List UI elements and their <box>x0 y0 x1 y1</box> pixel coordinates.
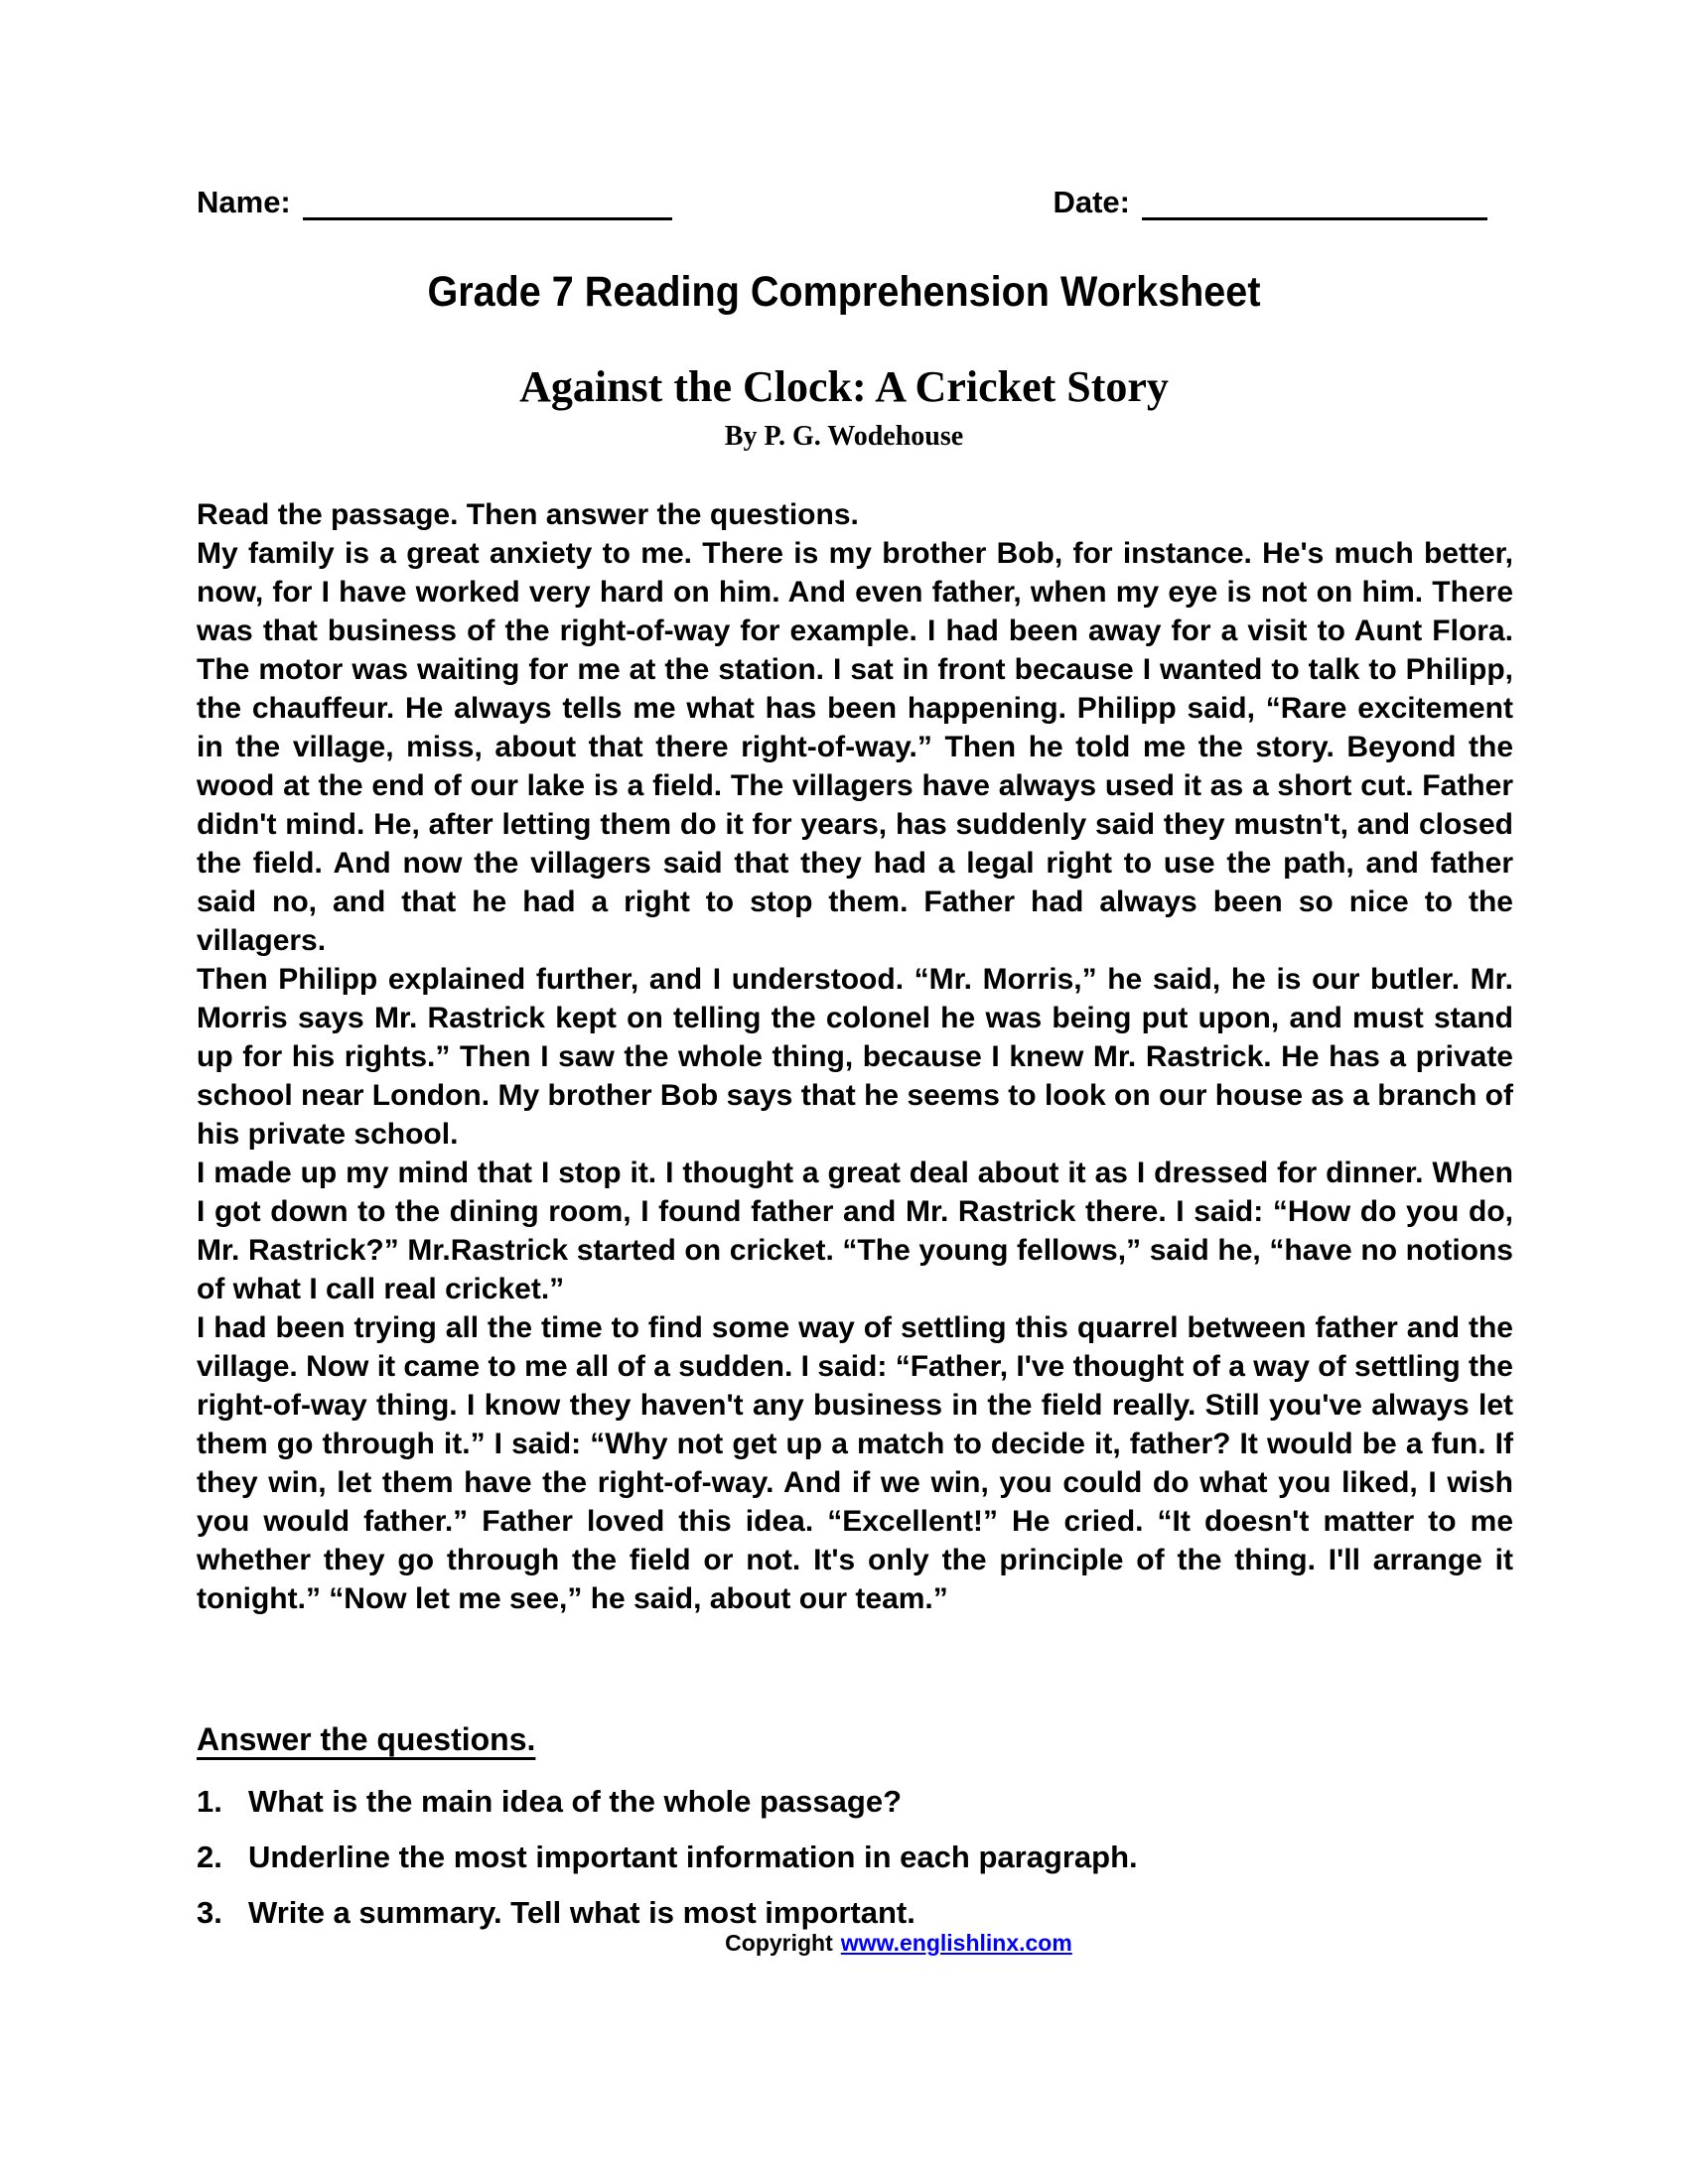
story-title: Against the Clock: A Cricket Story <box>519 362 1169 411</box>
question-text: Write a summary. Tell what is most important. <box>248 1895 915 1930</box>
passage-instruction: Read the passage. Then answer the questions. <box>197 498 859 531</box>
passage-block <box>197 495 1513 1618</box>
question-item <box>197 1840 1489 1875</box>
passage-paragraph-1: My family is a great anxiety to me. There is my brother Bob, for instance. He's much better, now, for I have worked very hard on him. And even father, when my eye is not on him. There was that business of the right-of-way for example. I had been away for a visit to Aunt Flora. The motor was waiting for me at the station. I sat in front because I wanted to talk to Philipp, the chauffeur. He always tells me what has been happening. Philipp said, “Rare excitement in the village, miss, about that there right-of-way.” Then he told me the story. Beyond the wood at the end of our lake is a field. The villagers have always used it as a short cut. Father didn't mind. He, after letting them do it for years, has suddenly said they mustn't, and closed the field. And now the villagers said that they had a legal right to use the path, and father said no, and that he had a right to stop them. Father had always been so nice to the villagers. <box>197 537 1513 957</box>
passage-paragraph-4: I had been trying all the time to find some way of settling this quarrel between father and the village. Now it came to me all of a sudden. I said: “Father, I've thought of a way of settling the right-of-way thing. I know they haven't any business in the field really. Still you've always let them go through it.” I said: “Why not get up a match to decide it, father? It would be a fun. If they win, let them have the right-of-way. And if we win, you could do what you liked, I wish you would father.” Father loved this idea. “Excellent!” He cried. “It doesn't matter to me whether they go through the field or not. It's only the principle of the thing. I'll arrange it tonight.” “Now let me see,” he said, about our team.” <box>197 1311 1513 1615</box>
question-number: 3. <box>197 1895 222 1930</box>
name-label: Name: <box>197 185 291 219</box>
answer-questions-heading: Answer the questions. <box>197 1721 536 1757</box>
questions-list <box>197 1784 1489 1951</box>
copyright-link[interactable]: www.englishlinx.com <box>840 1930 1072 1956</box>
date-field <box>1053 185 1487 220</box>
name-blank-line <box>303 209 672 220</box>
date-blank-line <box>1142 209 1487 220</box>
question-text: What is the main idea of the whole passage? <box>248 1784 903 1819</box>
question-item <box>197 1895 1489 1931</box>
question-number: 1. <box>197 1784 222 1819</box>
passage-paragraph-2: Then Philipp explained further, and I understood. “Mr. Morris,” he said, he is our butler. Mr. Morris says Mr. Rastrick kept on telling the colonel he was being put upon, and must stand up for his rights.” Then I saw the whole thing, because I knew Mr. Rastrick. He has a private school near London. My brother Bob says that he seems to look on our house as a branch of his private school. <box>197 963 1513 1151</box>
footer <box>0 1930 1688 1957</box>
copyright-label: Copyright <box>725 1930 833 1956</box>
passage-paragraph-3: I made up my mind that I stop it. I thought a great deal about it as I dressed for dinner. When I got down to the dining room, I found father and Mr. Rastrick there. I said: “How do you do, Mr. Rastrick?” Mr.Rastrick started on cricket. “The young fellows,” said he, “have no notions of what I call real cricket.” <box>197 1157 1513 1305</box>
footer-inner <box>725 1930 1072 1957</box>
question-item <box>197 1784 1489 1820</box>
story-byline: By P. G. Wodehouse <box>724 421 964 452</box>
name-field <box>197 185 672 220</box>
worksheet-title <box>0 268 1688 317</box>
worksheet-title-text: Grade 7 Reading Comprehension Worksheet <box>427 268 1261 316</box>
date-label: Date: <box>1053 185 1130 219</box>
question-text: Underline the most important information in each paragraph. <box>248 1840 1138 1874</box>
question-number: 2. <box>197 1840 222 1874</box>
header-row <box>197 185 1487 220</box>
